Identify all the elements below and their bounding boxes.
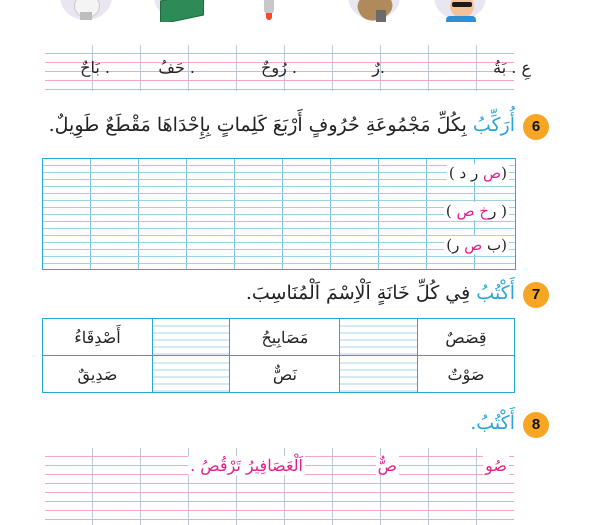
word-4: . حَفُ (158, 58, 195, 77)
blank-cell[interactable] (340, 356, 418, 393)
word-5: . بَاحٌ (80, 58, 110, 77)
name-cell: مَصَابِيحُ (230, 319, 340, 356)
word-1: عِ . بَةُ (493, 58, 531, 77)
name-cell: نَصٌّ (230, 356, 340, 393)
letter-group-1: (ص ر د ) (448, 164, 507, 182)
exercise-8-instruction (470, 412, 515, 434)
blank-cell[interactable] (152, 356, 230, 393)
names-table (42, 318, 515, 393)
model-word-2: صٌّ (377, 456, 397, 475)
falcon-illustration (346, 0, 402, 22)
exercise-6-instruction (49, 114, 515, 136)
name-cell: قِصَصٌ (417, 319, 514, 356)
exercise-6-verb: أُرَكِّبُ (472, 114, 515, 136)
model-word-1: صُو (485, 456, 507, 475)
book-illustration (152, 0, 208, 22)
name-cell: صَوْتٌ (417, 356, 514, 393)
exercise-7-text: فِي كُلِّ خَانَةٍ اَلْاِسْمَ اَلْمُنَاسِبَ. (245, 282, 471, 304)
child-illustration (432, 0, 488, 22)
word-2: .رٌ (372, 58, 385, 77)
rocket-illustration (242, 0, 298, 22)
letter-group-2: ( رخ ص ) (445, 202, 507, 220)
exercise-7-instruction (246, 282, 515, 304)
model-sentence: اَلْعَصَافِيرُ تَرْقُصُ . (190, 456, 303, 475)
lightbulb-illustration (58, 0, 114, 22)
exercise-7-verb: أَكْتُبُ (476, 282, 515, 304)
letter-group-3: (ب ص ر) (446, 236, 507, 254)
exercise-number-6: 6 (523, 114, 549, 140)
blank-cell[interactable] (152, 319, 230, 356)
exercise-number-8: 8 (523, 412, 549, 438)
name-cell: صَدِيقٌ (43, 356, 153, 393)
word-3: . رُوحٌ (261, 58, 297, 77)
exercise-6-text: بِكُلِّ مَجْمُوعَةِ حُرُوفٍ أَرْبَعَ كَلِماتٍ بِإِحْدَاهَا مَقْطَعٌ طَوِيلٌ. (48, 114, 467, 136)
exercise-number-7: 7 (523, 282, 549, 308)
name-cell: أَصْدِقَاءُ (43, 319, 153, 356)
exercise-8-verb: أَكْتُبُ. (470, 412, 515, 434)
blank-cell[interactable] (340, 319, 418, 356)
